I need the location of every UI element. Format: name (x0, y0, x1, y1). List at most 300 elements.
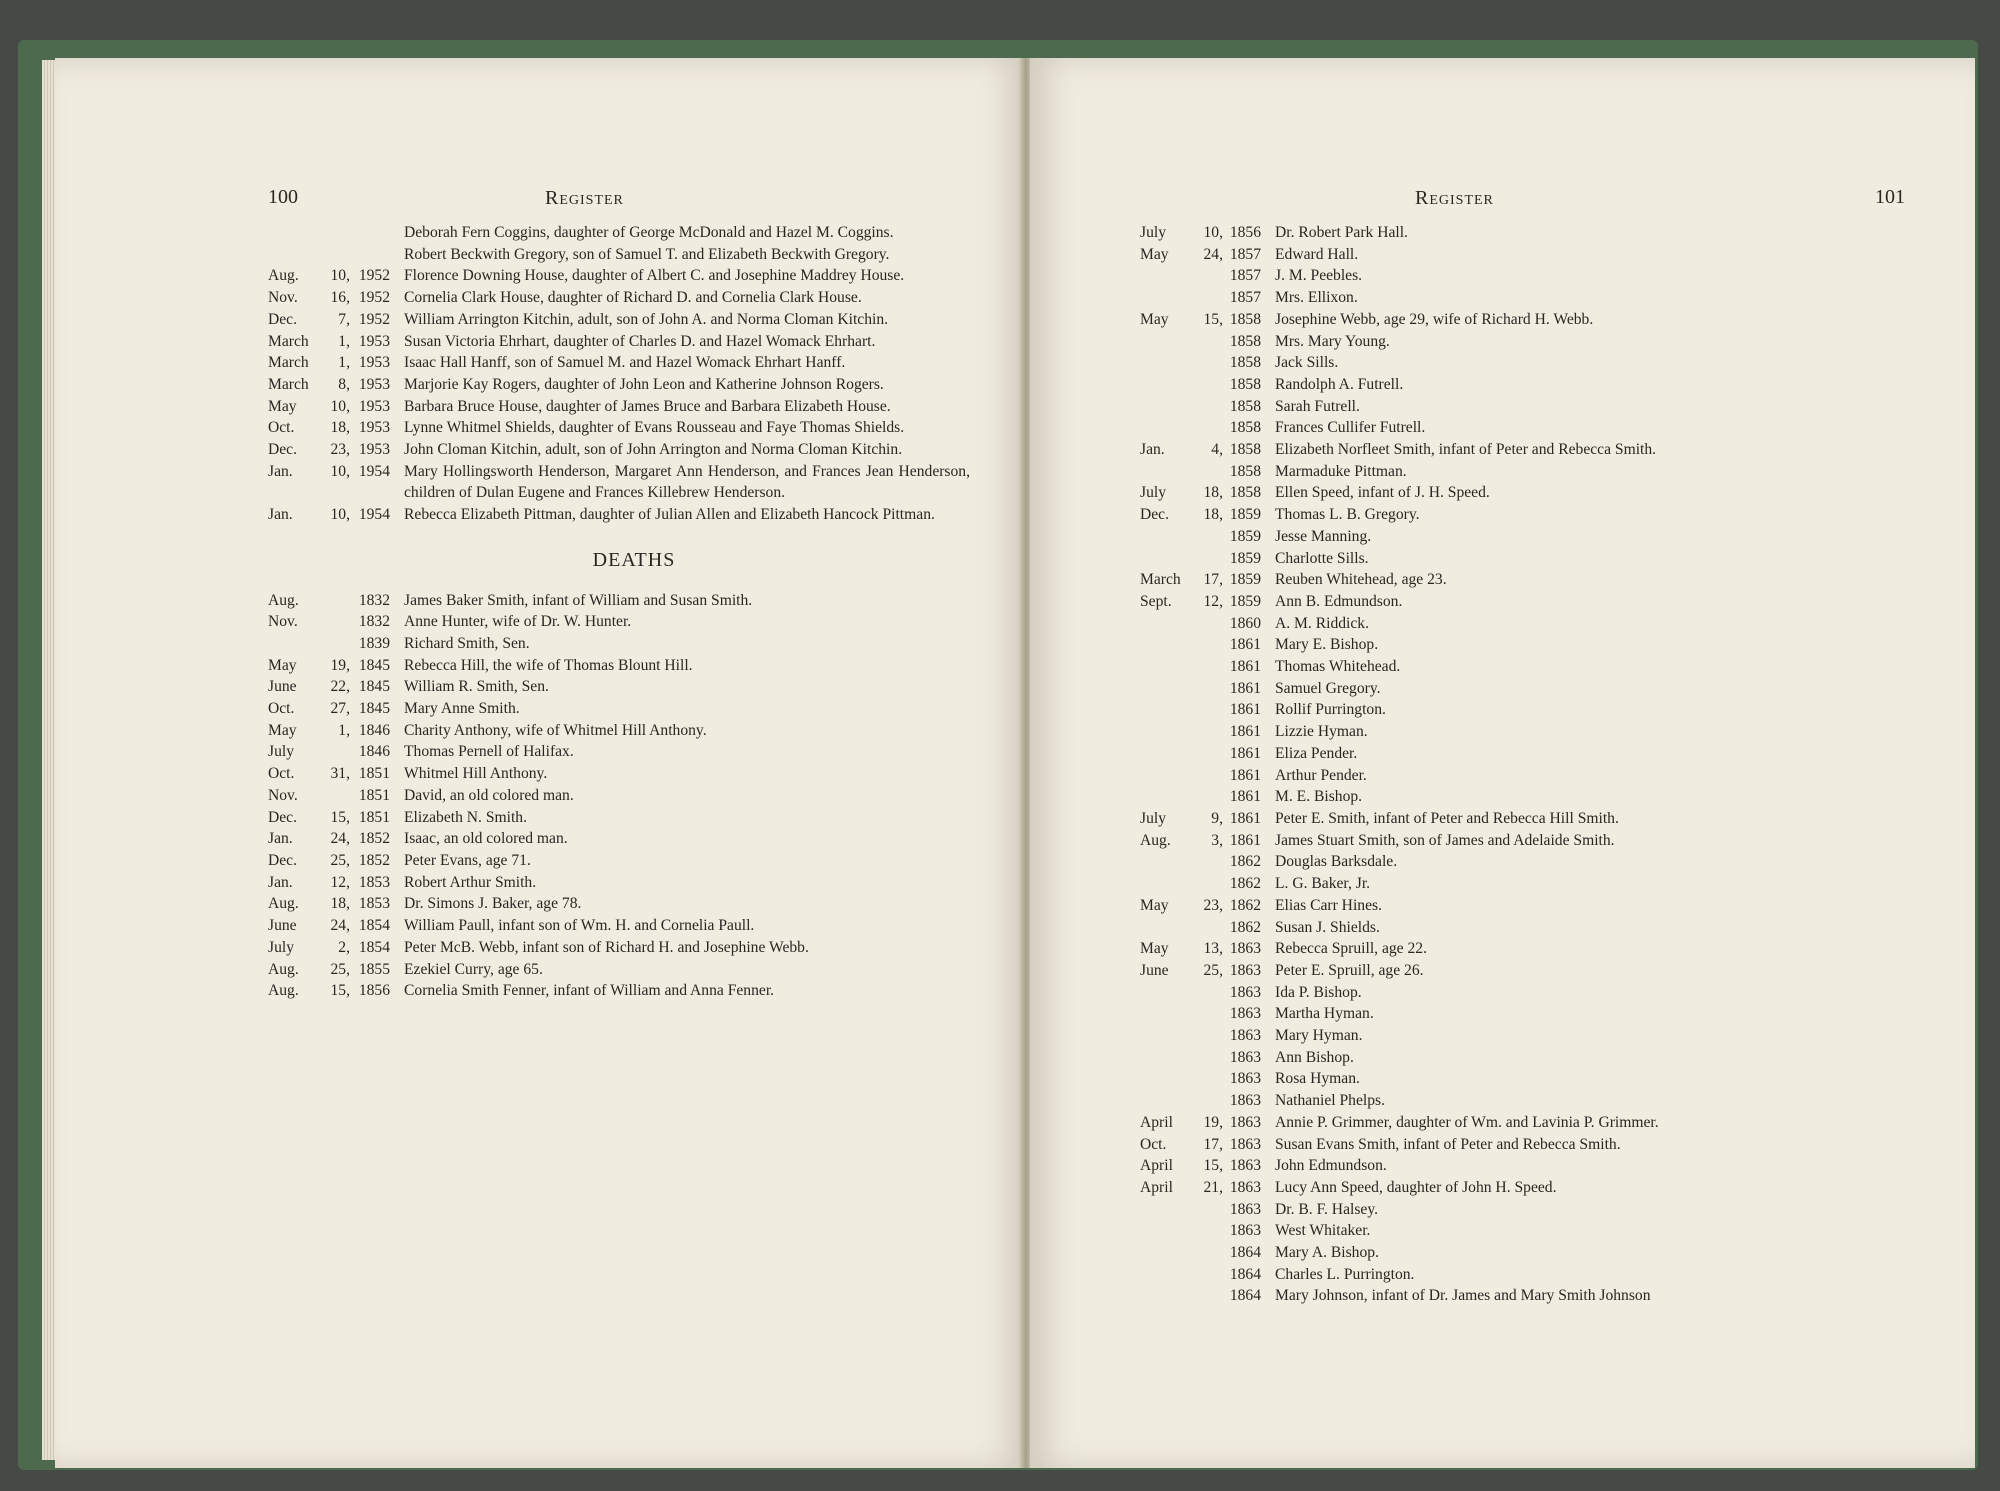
entry-month (1140, 765, 1195, 787)
entry-year: 1953 (358, 354, 390, 372)
entry-day (1195, 1285, 1223, 1307)
entry-month (1140, 461, 1195, 483)
register-entry (268, 352, 970, 374)
entry-year: 1861 (1229, 809, 1261, 827)
entry-month: March (268, 375, 309, 393)
entry-text: Ann Bishop. (1275, 1048, 1354, 1066)
entry-day (320, 611, 350, 633)
entry-day: 2, (338, 938, 350, 956)
entry-text: Susan Victoria Ehrhart, daughter of Charles D. and Hazel Womack Ehrhart. (404, 332, 876, 350)
entry-year: 1853 (358, 873, 390, 891)
entry-year: 1858 (1229, 462, 1261, 480)
entry-month: Jan. (1140, 441, 1165, 459)
entry-text: Whitmel Hill Anthony. (404, 765, 548, 783)
entry-year: 1845 (358, 656, 390, 674)
entry-text: Sarah Futrell. (1275, 397, 1360, 415)
entry-day: 1, (338, 354, 350, 372)
entry-month: Aug. (268, 960, 299, 978)
register-entry (1140, 982, 1890, 1004)
entry-month: May (1140, 940, 1169, 958)
entry-year: 1859 (1229, 571, 1261, 589)
entry-year: 1952 (358, 267, 390, 285)
entry-text: Elias Carr Hines. (1275, 896, 1382, 914)
register-entry (1140, 1264, 1890, 1286)
entry-day: 24, (1203, 245, 1223, 263)
entry-text: Arthur Pender. (1275, 766, 1367, 784)
entry-day (320, 222, 350, 244)
entry-text: James Stuart Smith, son of James and Adelaide Smith. (1275, 831, 1615, 849)
entry-day (1195, 1025, 1223, 1047)
right-page-number: 101 (1875, 186, 1905, 208)
register-entry (268, 590, 970, 612)
entry-year: 1859 (1229, 527, 1261, 545)
entry-day: 31, (330, 765, 350, 783)
entry-year: 1862 (1229, 918, 1261, 936)
entry-month: Aug. (268, 895, 299, 913)
entry-month (1140, 417, 1195, 439)
entry-day: 10, (330, 462, 350, 480)
entry-year: 1858 (1229, 397, 1261, 415)
entry-day: 8, (338, 375, 350, 393)
entry-month (1140, 1025, 1195, 1047)
entry-month: March (1140, 571, 1181, 589)
register-entry (1140, 417, 1890, 439)
entry-day: 4, (1211, 441, 1223, 459)
register-entry (268, 655, 970, 677)
entry-month (1140, 917, 1195, 939)
entry-day: 1, (338, 332, 350, 350)
register-entry (1140, 222, 1890, 244)
entry-month (268, 222, 320, 244)
entry-month: Jan. (268, 873, 293, 891)
entry-month (1140, 634, 1195, 656)
entry-year: 1861 (1229, 788, 1261, 806)
entry-text: Samuel Gregory. (1275, 679, 1381, 697)
entry-month: May (268, 721, 297, 739)
entry-day: 12, (1203, 592, 1223, 610)
entry-year: 1855 (358, 960, 390, 978)
entry-day: 7, (338, 310, 350, 328)
entry-day: 17, (1203, 1135, 1223, 1153)
register-entry (268, 741, 970, 763)
register-entry (1140, 873, 1890, 895)
entry-month: Dec. (268, 808, 298, 826)
entry-text: M. E. Bishop. (1275, 788, 1363, 806)
entry-text: Lynne Whitmel Shields, daughter of Evans Rousseau and Faye Thomas Shields. (404, 419, 905, 437)
entry-year: 1863 (1229, 1178, 1261, 1196)
entry-month: Nov. (268, 289, 298, 307)
entry-text: J. M. Peebles. (1275, 267, 1363, 285)
entry-text: Mary A. Bishop. (1275, 1244, 1379, 1262)
entry-year: 1851 (358, 765, 390, 783)
register-entry (268, 937, 970, 959)
entry-day: 15, (330, 982, 350, 1000)
entry-year: 1863 (1229, 1027, 1261, 1045)
entry-month: May (1140, 310, 1169, 328)
entry-month: Dec. (268, 441, 298, 459)
entry-month (1140, 396, 1195, 418)
entry-year: 1858 (1229, 419, 1261, 437)
entry-text: Dr. B. F. Halsey. (1275, 1200, 1378, 1218)
entry-day: 10, (330, 506, 350, 524)
entry-text: Dr. Simons J. Baker, age 78. (404, 895, 582, 913)
register-entry (268, 633, 970, 655)
entry-day (320, 741, 350, 763)
register-entry (268, 980, 970, 1002)
register-entry (268, 287, 970, 309)
entry-text: Mary Anne Smith. (404, 700, 520, 718)
entry-text: Susan J. Shields. (1275, 918, 1380, 936)
entry-year: 1858 (1229, 375, 1261, 393)
entry-year: 1953 (358, 375, 390, 393)
entry-year: 1856 (358, 982, 390, 1000)
entry-day (1195, 461, 1223, 483)
entry-text: Peter McB. Webb, infant son of Richard H. and Josephine Webb. (404, 938, 809, 956)
entry-day (1195, 1047, 1223, 1069)
entry-year: 1859 (1229, 506, 1261, 524)
entry-year: 1863 (1229, 961, 1261, 979)
right-deaths-list (1140, 222, 1890, 1307)
entry-text: Lizzie Hyman. (1275, 723, 1368, 741)
register-entry (268, 439, 970, 461)
register-entry (1140, 1177, 1890, 1199)
entry-text: Mary E. Bishop. (1275, 636, 1379, 654)
entry-day (1195, 743, 1223, 765)
entry-day (1195, 1090, 1223, 1112)
entry-day (1195, 374, 1223, 396)
entry-year: 1863 (1229, 983, 1261, 1001)
register-entry (268, 611, 970, 633)
left-page-number: 100 (268, 186, 298, 208)
entry-day: 25, (330, 851, 350, 869)
entry-day: 18, (330, 895, 350, 913)
entry-text: John Cloman Kitchin, adult, son of John Arrington and Norma Cloman Kitchin. (404, 441, 903, 459)
entry-text: Isaac Hall Hanff, son of Samuel M. and Hazel Womack Ehrhart Hanff. (404, 354, 846, 372)
register-entry (1140, 830, 1890, 852)
entry-year: 1851 (358, 808, 390, 826)
entry-text: Marjorie Kay Rogers, daughter of John Leon and Katherine Johnson Rogers. (404, 375, 884, 393)
register-entry (268, 850, 970, 872)
entry-text: Charity Anthony, wife of Whitmel Hill Anthony. (404, 721, 707, 739)
entry-text: Peter E. Smith, infant of Peter and Rebecca Hill Smith. (1275, 809, 1619, 827)
register-entry (1140, 482, 1890, 504)
register-entry (1140, 352, 1890, 374)
register-entry (1140, 765, 1890, 787)
entry-text: Rebecca Spruill, age 22. (1275, 940, 1427, 958)
entry-year: 1861 (1229, 636, 1261, 654)
right-running-head: Register (1415, 187, 1494, 209)
entry-year: 1861 (1229, 679, 1261, 697)
entry-day (1195, 678, 1223, 700)
register-entry (268, 417, 970, 439)
entry-text: Anne Hunter, wife of Dr. W. Hunter. (404, 613, 632, 631)
entry-day: 3, (1211, 831, 1223, 849)
entry-year: 1864 (1229, 1244, 1261, 1262)
entry-year: 1851 (358, 786, 390, 804)
register-entry (1140, 808, 1890, 830)
entry-day (1195, 265, 1223, 287)
entry-day (1195, 765, 1223, 787)
entry-day: 23, (330, 441, 350, 459)
deaths-list (268, 590, 970, 1002)
entry-month (1140, 699, 1195, 721)
entry-year: 1863 (1229, 1157, 1261, 1175)
register-entry (1140, 1090, 1890, 1112)
entry-year: 1864 (1229, 1265, 1261, 1283)
register-entry (1140, 634, 1890, 656)
register-entry (1140, 309, 1890, 331)
entry-month: June (1140, 961, 1169, 979)
register-entry (1140, 461, 1890, 483)
register-entry (1140, 526, 1890, 548)
register-entry (268, 893, 970, 915)
register-entry (1140, 960, 1890, 982)
entry-text: John Edmundson. (1275, 1157, 1387, 1175)
entry-month (1140, 331, 1195, 353)
entry-year: 1863 (1229, 1092, 1261, 1110)
entry-month: Aug. (268, 591, 299, 609)
register-entry (1140, 396, 1890, 418)
register-entry (268, 698, 970, 720)
register-entry (1140, 504, 1890, 526)
entry-text: Annie P. Grimmer, daughter of Wm. and Lavinia P. Grimmer. (1275, 1113, 1659, 1131)
entry-day (1195, 917, 1223, 939)
entry-day: 18, (1203, 484, 1223, 502)
register-entry (1140, 743, 1890, 765)
register-entry (1140, 656, 1890, 678)
entry-text: Frances Cullifer Futrell. (1275, 419, 1426, 437)
entry-year: 1839 (358, 634, 390, 652)
entry-text: Jesse Manning. (1275, 527, 1372, 545)
entry-year: 1859 (1229, 592, 1261, 610)
entry-year: 1856 (1229, 224, 1261, 241)
register-entry (268, 807, 970, 829)
entry-year: 1852 (358, 851, 390, 869)
entry-year: 1858 (1229, 484, 1261, 502)
entry-month: July (1140, 809, 1166, 827)
entry-day (1195, 1068, 1223, 1090)
entry-month (1140, 374, 1195, 396)
entry-text: Florence Downing House, daughter of Albert C. and Josephine Maddrey House. (404, 267, 905, 285)
entry-text: L. G. Baker, Jr. (1275, 875, 1371, 893)
register-entry (1140, 938, 1890, 960)
entry-year: 1845 (358, 700, 390, 718)
entry-text: Peter Evans, age 71. (404, 851, 531, 869)
entry-year: 1953 (358, 441, 390, 459)
entry-month: July (268, 938, 294, 956)
entry-year: 1860 (1229, 614, 1261, 632)
entry-text: Reuben Whitehead, age 23. (1275, 571, 1447, 589)
register-entry (1140, 721, 1890, 743)
entry-text: Rebecca Hill, the wife of Thomas Blount Hill. (404, 656, 693, 674)
deaths-heading: DEATHS (592, 548, 676, 571)
entry-year: 1863 (1229, 1070, 1261, 1088)
entry-text: Josephine Webb, age 29, wife of Richard H. Webb. (1275, 310, 1594, 328)
entry-text: William R. Smith, Sen. (404, 678, 549, 696)
entry-month: July (1140, 224, 1166, 241)
entry-day (1195, 526, 1223, 548)
entry-month (1140, 352, 1195, 374)
register-entry (1140, 1068, 1890, 1090)
entry-day (1195, 982, 1223, 1004)
register-entry (1140, 1047, 1890, 1069)
entry-year: 1861 (1229, 723, 1261, 741)
entry-day: 25, (330, 960, 350, 978)
entry-year: 1863 (1229, 1200, 1261, 1218)
entry-day (320, 590, 350, 612)
entry-month: June (268, 917, 297, 935)
entry-month: Aug. (1140, 831, 1171, 849)
entry-day: 24, (330, 917, 350, 935)
entry-text: Deborah Fern Coggins, daughter of George McDonald and Hazel M. Coggins. (404, 224, 894, 241)
entry-day (1195, 352, 1223, 374)
entry-month: Jan. (268, 506, 293, 524)
entry-day (1195, 1264, 1223, 1286)
entry-day (1195, 417, 1223, 439)
register-entry (268, 763, 970, 785)
entry-year: 1863 (1229, 940, 1261, 958)
entry-year: 1862 (1229, 875, 1261, 893)
entry-month (1140, 613, 1195, 635)
register-entry (268, 720, 970, 742)
register-entry (1140, 548, 1890, 570)
register-entry (268, 309, 970, 331)
entry-text: Marmaduke Pittman. (1275, 462, 1407, 480)
entry-year (350, 244, 390, 266)
entry-month (1140, 982, 1195, 1004)
register-entry (1140, 1242, 1890, 1264)
entry-day: 18, (330, 419, 350, 437)
entry-text: Douglas Barksdale. (1275, 853, 1398, 871)
entry-day (1195, 1199, 1223, 1221)
entry-day (320, 244, 350, 266)
entry-day: 21, (1203, 1178, 1223, 1196)
entry-day (1195, 851, 1223, 873)
entry-month (1140, 1242, 1195, 1264)
entry-text: West Whitaker. (1275, 1222, 1371, 1240)
entry-year: 1954 (358, 462, 390, 480)
entry-month: April (1140, 1113, 1173, 1131)
entry-text: William Arrington Kitchin, adult, son of John A. and Norma Cloman Kitchin. (404, 310, 889, 328)
entry-month (1140, 873, 1195, 895)
entry-day: 9, (1211, 809, 1223, 827)
register-entry (268, 244, 970, 266)
right-entries (1140, 222, 1890, 1307)
entry-text: Charlotte Sills. (1275, 549, 1369, 567)
entry-day: 10, (1203, 224, 1223, 241)
entry-year: 1863 (1229, 1222, 1261, 1240)
entry-text: Mrs. Mary Young. (1275, 332, 1390, 350)
entry-year: 1861 (1229, 744, 1261, 762)
register-entry (268, 828, 970, 850)
entry-year: 1861 (1229, 766, 1261, 784)
left-page (55, 58, 1025, 1468)
entry-month: Dec. (268, 310, 298, 328)
entry-day: 19, (330, 656, 350, 674)
register-entry (1140, 287, 1890, 309)
entry-month: Nov. (268, 613, 298, 631)
entry-month (1140, 678, 1195, 700)
entry-year: 1863 (1229, 1005, 1261, 1023)
entry-text: Rosa Hyman. (1275, 1070, 1360, 1088)
entry-day: 24, (330, 830, 350, 848)
entry-day: 25, (1203, 961, 1223, 979)
entry-month: Aug. (268, 982, 299, 1000)
entry-text: Ann B. Edmundson. (1275, 592, 1403, 610)
register-entry (1140, 1285, 1890, 1307)
entry-month: Oct. (268, 419, 295, 437)
entry-month: May (268, 656, 297, 674)
register-entry (1140, 1220, 1890, 1242)
register-entry (1140, 678, 1890, 700)
entry-month: Nov. (268, 786, 298, 804)
register-entry (268, 265, 970, 287)
entry-year: 1954 (358, 506, 390, 524)
register-entry (1140, 1134, 1890, 1156)
entry-month (1140, 851, 1195, 873)
entry-year: 1861 (1229, 831, 1261, 849)
entry-text: Martha Hyman. (1275, 1005, 1374, 1023)
entry-month (1140, 1003, 1195, 1025)
entry-text: Lucy Ann Speed, daughter of John H. Speed. (1275, 1178, 1557, 1196)
entry-month: March (268, 332, 309, 350)
entry-month (1140, 743, 1195, 765)
entry-year: 1853 (358, 895, 390, 913)
entry-text: David, an old colored man. (404, 786, 574, 804)
entry-month: May (1140, 245, 1169, 263)
entry-text: Randolph A. Futrell. (1275, 375, 1404, 393)
entry-month (1140, 1264, 1195, 1286)
entry-text: William Paull, infant son of Wm. H. and Cornelia Paull. (404, 917, 755, 935)
entry-month: Dec. (268, 851, 298, 869)
entry-text: James Baker Smith, infant of William and Susan Smith. (404, 591, 753, 609)
entry-month: Sept. (1140, 592, 1172, 610)
entry-year: 1854 (358, 938, 390, 956)
entry-text: Mary Johnson, infant of Dr. James and Mary Smith Johnson (1275, 1287, 1651, 1305)
entry-month: Aug. (268, 267, 299, 285)
entry-month: Oct. (268, 765, 295, 783)
entry-year: 1832 (358, 591, 390, 609)
entry-day: 16, (330, 289, 350, 307)
entry-day: 10, (330, 397, 350, 415)
register-entry (1140, 1003, 1890, 1025)
entry-text: Thomas Whitehead. (1275, 658, 1401, 676)
entry-day (1195, 721, 1223, 743)
left-entries (268, 222, 970, 1002)
entry-text: Ezekiel Curry, age 65. (404, 960, 543, 978)
entry-year: 1858 (1229, 332, 1261, 350)
entry-month (1140, 548, 1195, 570)
register-entry (268, 959, 970, 981)
entry-year: 1858 (1229, 310, 1261, 328)
entry-year: 1846 (358, 721, 390, 739)
entry-month: Oct. (268, 700, 295, 718)
entry-year: 1832 (358, 613, 390, 631)
entry-day: 15, (330, 808, 350, 826)
entry-year: 1852 (358, 830, 390, 848)
entry-month (1140, 786, 1195, 808)
entry-month (1140, 721, 1195, 743)
entry-year: 1952 (358, 289, 390, 307)
entry-day (1195, 656, 1223, 678)
entry-text: Ellen Speed, infant of J. H. Speed. (1275, 484, 1490, 502)
entry-month (268, 244, 320, 266)
entry-text: Robert Arthur Smith. (404, 873, 537, 891)
entry-year: 1859 (1229, 549, 1261, 567)
entry-text: Cornelia Clark House, daughter of Richard D. and Cornelia Clark House. (404, 289, 862, 307)
register-entry (268, 331, 970, 353)
entry-day (1195, 1242, 1223, 1264)
